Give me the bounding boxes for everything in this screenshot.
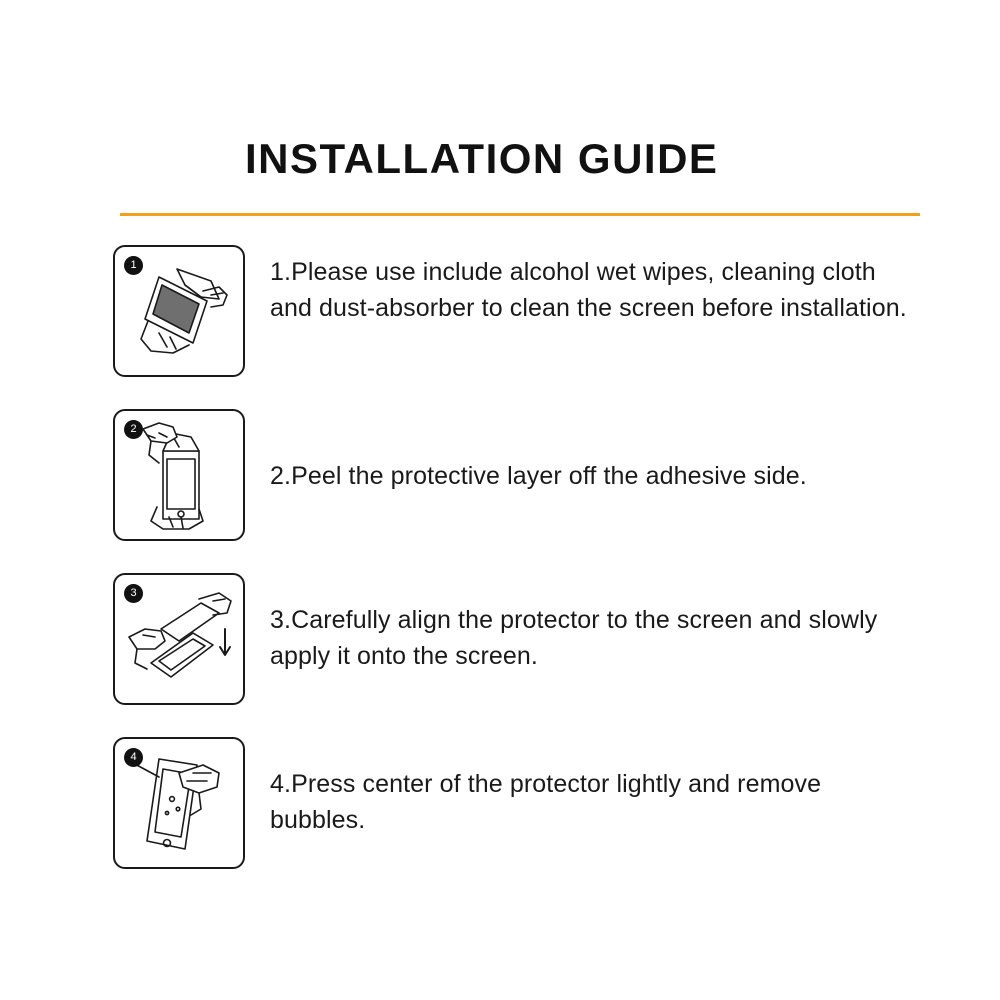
- list-item: [0, 245, 1000, 377]
- step-body-3: Carefully align the protector to the screen and slowly apply it onto the screen.: [270, 606, 878, 670]
- step-text-3: [270, 573, 910, 674]
- list-item: [0, 409, 1000, 541]
- step-number-2: 2.: [270, 462, 292, 490]
- step-text-2: [270, 409, 807, 495]
- step-body-1: Please use include alcohol wet wipes, cleaning cloth and dust-absorber to clean the screen before installation.: [270, 258, 907, 322]
- step-number-1: 1.: [270, 258, 292, 286]
- step-illustration-4: [113, 737, 245, 869]
- step-text-4: [270, 737, 910, 838]
- title-divider: [120, 213, 920, 216]
- page-title: INSTALLATION GUIDE: [245, 135, 719, 182]
- step-number-3: 3.: [270, 606, 292, 634]
- step-illustration-2: [113, 409, 245, 541]
- step-body-4: Press center of the protector lightly and remove bubbles.: [270, 770, 822, 834]
- step-badge-2: 2: [124, 420, 143, 439]
- step-badge-1: 1: [124, 256, 143, 275]
- step-illustration-1: [113, 245, 245, 377]
- steps-list: [0, 245, 1000, 901]
- list-item: [0, 737, 1000, 869]
- step-illustration-3: [113, 573, 245, 705]
- step-badge-3: 3: [124, 584, 143, 603]
- step-number-4: 4.: [270, 770, 292, 798]
- step-body-2: Peel the protective layer off the adhesive side.: [291, 462, 807, 490]
- step-badge-4: 4: [124, 748, 143, 767]
- step-text-1: [270, 245, 910, 326]
- list-item: [0, 573, 1000, 705]
